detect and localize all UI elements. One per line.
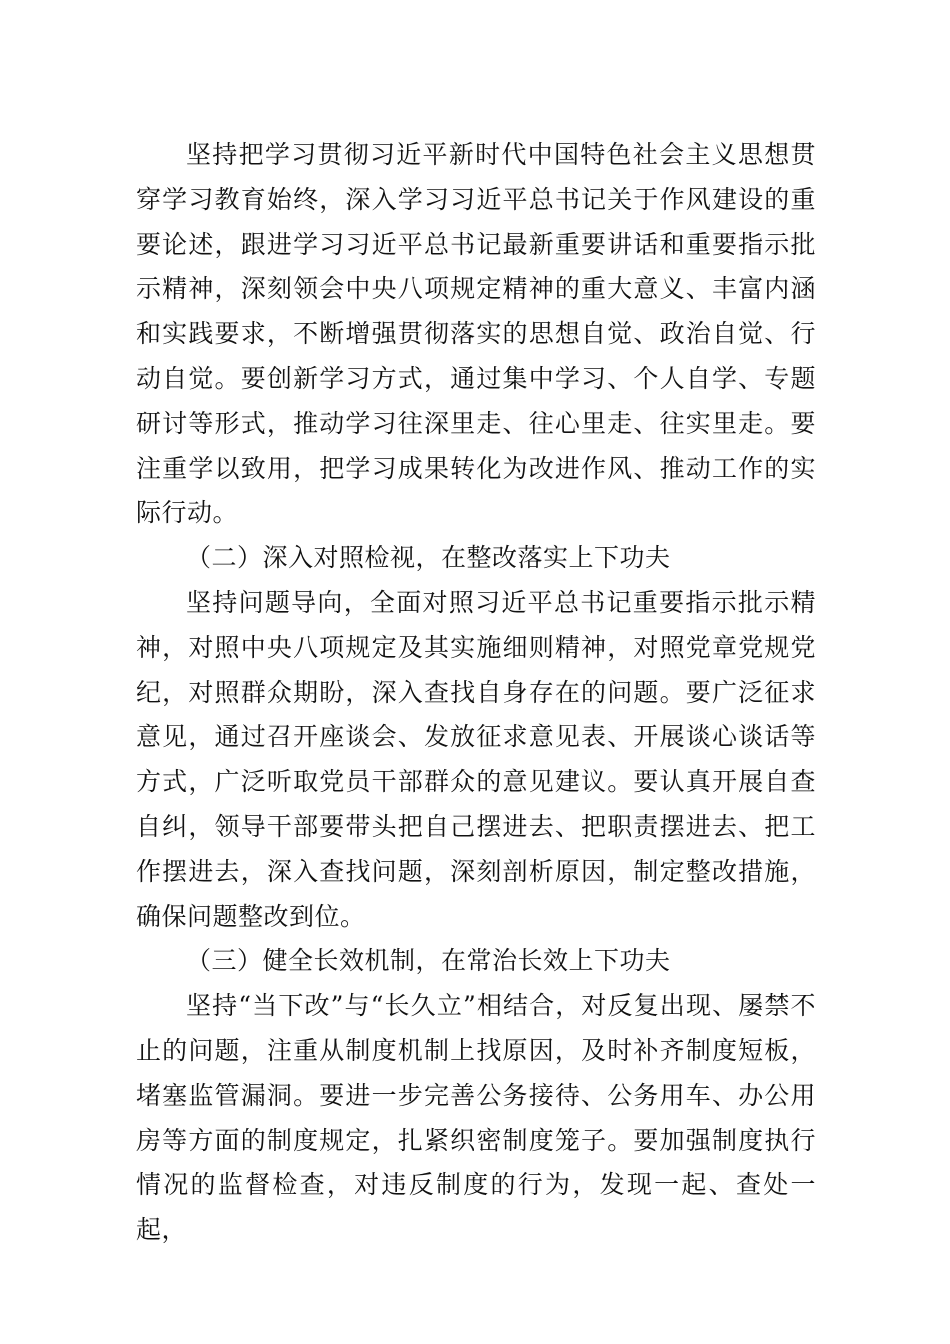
body-paragraph-3: 坚持“当下改”与“长久立”相结合，对反复出现、屡禁不止的问题，注重从制度机制上找原因，及时补齐制度短板，堵塞监管漏洞。要进一步完善公务接待、公务用车、办公用房等方面的制度规定，扎紧织密制度笼子。要加强制度执行情况的监督检查，对违反制度的行为，发现一起、查处一起， — [136, 991, 816, 1245]
document-body — [136, 133, 816, 1253]
body-paragraph-1: 坚持把学习贯彻习近平新时代中国特色社会主义思想贯穿学习教育始终，深入学习习近平总书记关于作风建设的重要论述，跟进学习习近平总书记最新重要讲话和重要指示批示精神，深刻领会中央八项规定精神的重大意义、丰富内涵和实践要求，不断增强贯彻落实的思想自觉、政治自觉、行动自觉。要创新学习方式，通过集中学习、个人自学、专题研讨等形式，推动学习往深里走、往心里走、往实里走。要注重学以致用，把学习成果转化为改进作风、推动工作的实际行动。 — [136, 140, 816, 528]
section-heading-3: （三）健全长效机制，在常治长效上下功夫 — [186, 946, 671, 976]
section-heading-2: （二）深入对照检视，在整改落实上下功夫 — [186, 543, 671, 573]
body-paragraph-2: 坚持问题导向，全面对照习近平总书记重要指示批示精神，对照中央八项规定及其实施细则精神，对照党章党规党纪，对照群众期盼，深入查找自身存在的问题。要广泛征求意见，通过召开座谈会、发放征求意见表、开展谈心谈话等方式，广泛听取党员干部群众的意见建议。要认真开展自查自纠，领导干部要带头把自己摆进去、把职责摆进去、把工作摆进去，深入查找问题，深刻剖析原因，制定整改措施，确保问题整改到位。 — [136, 587, 816, 931]
